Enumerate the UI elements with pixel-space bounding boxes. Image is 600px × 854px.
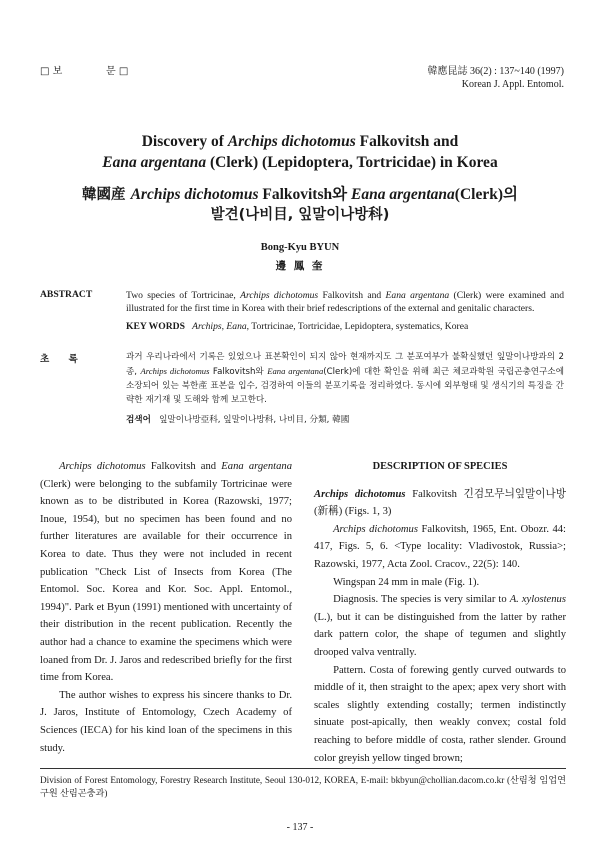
wingspan-text: Wingspan 24 mm in male (Fig. 1). — [333, 576, 480, 588]
species-heading: Archips dichotomus Falkovitsh 긴검모무늬잎말이나방(新稱) (Figs. 1, 3) — [314, 488, 567, 518]
species-reference: Archips dichotomus Falkovitsh, 1965, Ent. Obozr. 44: 417, Figs. 5, 6. <Type locality: Vladivostok, Russia>; Razowski, 1977, Acta Zool. Cracov., 22(5): 140. — [314, 523, 566, 570]
section-heading: DESCRIPTION OF SPECIES — [372, 461, 508, 472]
korean-abstract-label: 초 록 — [40, 354, 78, 365]
right-column — [314, 458, 566, 767]
title-en-line2: Eana argentana (Clerk) (Lepidoptera, Tortricidae) in Korea — [102, 154, 498, 171]
intro-paragraph: Archips dichotomus Falkovitsh and Eana argentana (Clerk) were belonging to the subfamily Tortricinae were known as to be distributed in Korea (Razowski, 1977; Inoue, 1954), but no specimen has been found and no further literatures are available for their occurrence in Korea to date. Thus they were not included in recent publication "Check List of Insects from Korea (The Entomol. Soc. Korea and Kor. Soc. Appl. Entomol., 1994)". Park et Byun (1991) mentioned with uncertainty of their distribution in the recent publication. Recently the author had a chance to examine the specimens which were loaned from Dr. J. Jaros and redescribed briefly for the first time from Korea. — [40, 461, 293, 684]
checkbox-bo-label: □ 보 — [40, 66, 63, 77]
left-column — [40, 458, 292, 757]
title-ko-line2: 발견(나비目, 잎말이나방科) — [210, 207, 390, 223]
author-name-ko: 邊 鳳 奎 — [275, 260, 325, 272]
diagnosis-text: Diagnosis. The species is very similar to A. xylostenus (L.), but it can be distinguished from the latter by rather dark pattern color, the shape of tegumen and slightly drooped valva ventrally. — [314, 594, 566, 658]
korean-keywords: 검색어 잎말이나방亞科, 잎말이나방科, 나비目, 分類, 韓國 — [126, 415, 350, 425]
acknowledgement-paragraph: The author wishes to express his sincere thanks to Dr. J. Jaros, Institute of Entomology, Czech Academy of Sciences (IECA) for his kind loan of the specimens in this study. — [40, 689, 292, 754]
author-name-en: Bong-Kyu BYUN — [260, 242, 340, 253]
korean-abstract-text: 과거 우리나라에서 기록은 있었으나 표본확인이 되지 않아 현재까지도 그 분포여부가 불확실했던 잎말이나방과의 2종, Archips dichotomus Falkovitsh와 Eana argentana(Clerk)에 대한 확인을 위해 최근 체코과학원 국립곤충연구소에 소장되어 있는 북한產 표본을 입수, 검경하여 이들의 분포기록을 정리하였다. 동시에 외부형태 및 생식기의 특징을 간략한 재기재 및 도해와 함께 보고한다. — [126, 352, 564, 405]
checkbox-mun-label: 문 □ — [106, 66, 129, 77]
abstract-text: Two species of Tortricinae, Archips dichotomus Falkovitsh and Eana argentana (Clerk) were examined and illustrated for the first time in Korea with their brief redescriptions of the external and genitalic characters. — [126, 290, 565, 315]
abstract-label: ABSTRACT — [40, 289, 93, 300]
journal-name: Korean J. Appl. Entomol. — [461, 79, 564, 90]
pattern-text: Pattern. Costa of forewing gently curved outwards to middle of it, then straight to the apex; apex very short with scales slightly extending costally; termen indistinctly sinuate post-apically, then weakly convex; costal fold reaching to before middle of costa, rather slender. Ground color greyish yellow tinged brown; — [314, 664, 566, 764]
title-ko-line1: 韓國産 Archips dichotomus Falkovitsh와 Eana argentana(Clerk)의 — [82, 186, 518, 203]
footnote-divider — [40, 768, 566, 769]
title-en-line1: Discovery of Archips dichotomus Falkovitsh and — [141, 133, 459, 150]
page-number: - 137 - — [286, 822, 314, 833]
footnote: Division of Forest Entomology, Forestry Research Institute, Seoul 130-012, KOREA, E-mail: bkbyun@chollian.dacom.co.kr (산림청 임업연구원 산림곤충과) — [40, 775, 566, 798]
journal-citation: 韓應昆誌 36(2) : 137~140 (1997) — [427, 66, 564, 77]
abstract-keywords: KEY WORDS Archips, Eana, Tortricinae, Tortricidae, Lepidoptera, systematics, Korea — [126, 321, 469, 332]
